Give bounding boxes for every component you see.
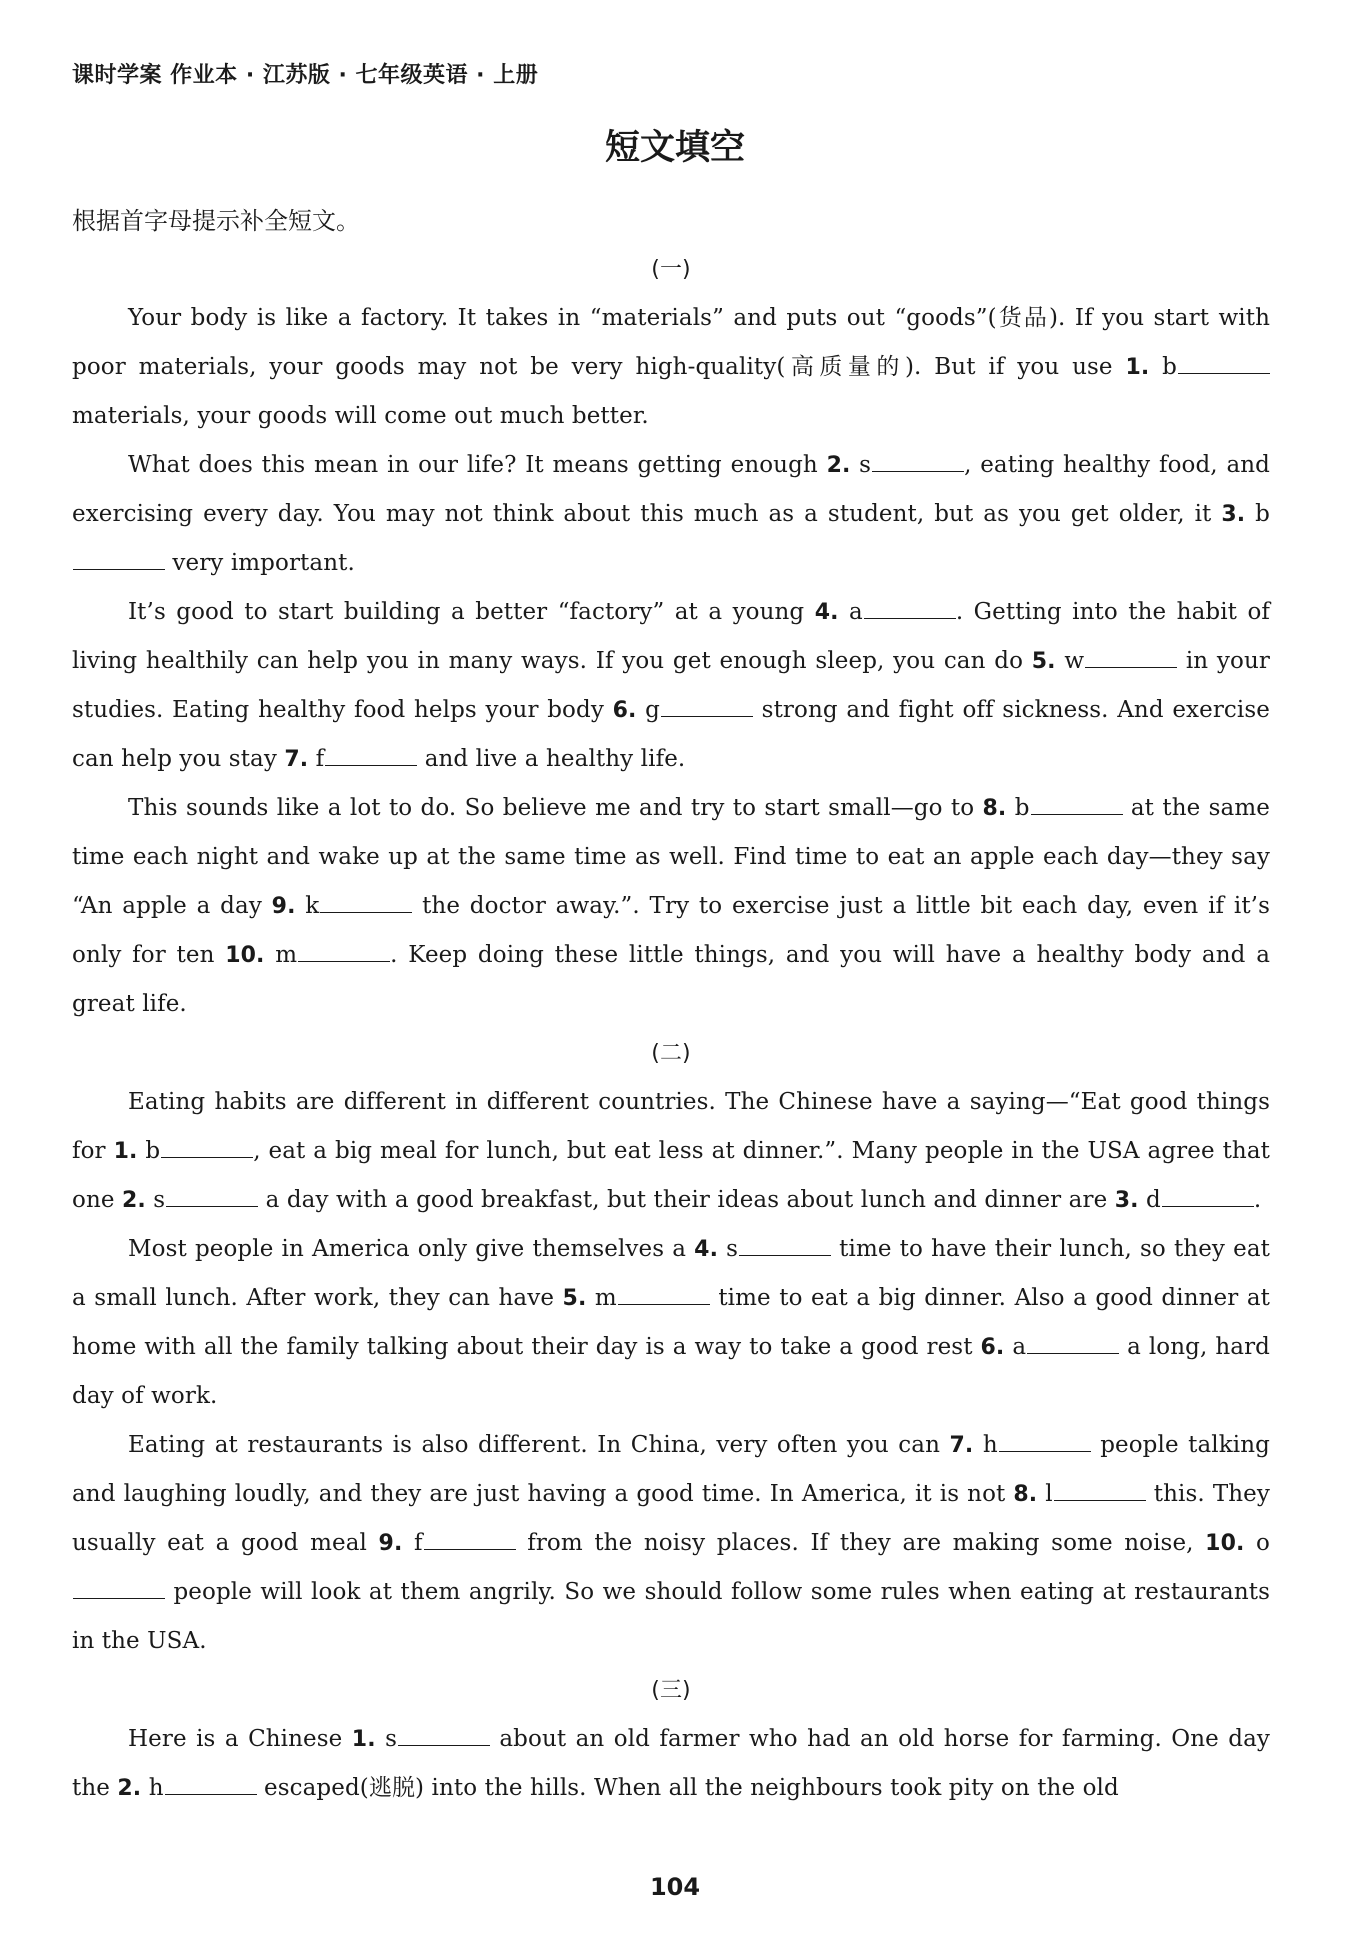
passage-text: . Keep doing these little things, and you will have a healthy body and a great life. xyxy=(72,942,1271,1017)
initial-letter-hint: f xyxy=(414,1530,423,1556)
cloze-content xyxy=(72,245,1270,1813)
initial-letter-hint: b xyxy=(145,1138,161,1164)
page-number: 104 xyxy=(649,1873,701,1901)
page-title: 短文填空 xyxy=(604,128,745,168)
question-number: 5. xyxy=(562,1286,587,1311)
answer-blank[interactable] xyxy=(1085,645,1177,668)
question-number: 3. xyxy=(1221,502,1246,527)
passage-text: , eat a big meal for lunch, but eat less at dinner.”. Many people in the USA agree that one xyxy=(72,1138,1270,1213)
question-number: 6. xyxy=(612,698,637,723)
passage-text: time to eat a big dinner. Also a good dinner at home with all the family talking about their day is a way to take a good rest xyxy=(72,1285,1270,1360)
initial-letter-hint: a xyxy=(849,599,863,625)
answer-blank[interactable] xyxy=(73,547,165,570)
passage-text: people will look at them angrily. So we should follow some rules when eating at restaurants in the USA. xyxy=(72,1579,1270,1654)
passage-text: at the same time each night and wake up at the same time as well. Find time to eat an apple each day—they say “An apple a day xyxy=(72,795,1270,919)
passage-text: materials, your goods will come out much better. xyxy=(72,403,649,429)
passage-text: What does this mean in our life? It means getting enough xyxy=(128,452,827,478)
passage-text: Here is a Chinese xyxy=(128,1726,352,1752)
answer-blank[interactable] xyxy=(320,890,412,913)
initial-letter-hint: w xyxy=(1064,648,1085,674)
answer-blank[interactable] xyxy=(1162,1184,1254,1207)
question-number: 9. xyxy=(378,1531,403,1556)
initial-letter-hint: s xyxy=(859,452,872,478)
question-number: 2. xyxy=(826,453,851,478)
section-label: (一) xyxy=(651,257,691,282)
passage-text: the doctor away.”. Try to exercise just a little bit each day, even if it’s only for ten xyxy=(72,893,1270,968)
passage-text: , eating healthy food, and exercising every day. You may not think about this much as a student, but as you get older, it xyxy=(72,452,1270,527)
question-number: 8. xyxy=(1013,1482,1038,1507)
instruction-text: 根据首字母提示补全短文。 xyxy=(72,207,360,235)
passage-text: this. They usually eat a good meal xyxy=(72,1481,1270,1556)
passage-text: about an old farmer who had an old horse for farming. One day the xyxy=(72,1726,1270,1801)
answer-blank[interactable] xyxy=(166,1184,258,1207)
passage-paragraph xyxy=(72,1421,1270,1666)
passage-text: . xyxy=(1253,1187,1262,1213)
question-number: 9. xyxy=(271,894,296,919)
passage-text: Eating at restaurants is also different. In China, very often you can xyxy=(128,1432,950,1458)
question-number: 10. xyxy=(225,943,265,968)
initial-letter-hint: s xyxy=(153,1187,166,1213)
answer-blank[interactable] xyxy=(618,1282,710,1305)
passage-text: people talking and laughing loudly, and they are just having a good time. In America, it is not xyxy=(72,1432,1270,1507)
question-number: 7. xyxy=(284,747,309,772)
initial-letter-hint: m xyxy=(275,942,298,968)
question-number: 8. xyxy=(982,796,1007,821)
running-head: 课时学案 作业本 · 江苏版 · 七年级英语 · 上册 xyxy=(72,63,539,88)
passage-text: from the noisy places. If they are making some noise, xyxy=(515,1530,1206,1556)
passage-paragraph xyxy=(72,441,1270,588)
answer-blank[interactable] xyxy=(739,1233,831,1256)
answer-blank[interactable] xyxy=(999,1429,1091,1452)
initial-letter-hint: d xyxy=(1146,1187,1161,1213)
passage-paragraph xyxy=(72,588,1270,784)
passage-text: This sounds like a lot to do. So believe me and try to start small—go to xyxy=(128,795,983,821)
initial-letter-hint: o xyxy=(1256,1530,1270,1556)
question-number: 2. xyxy=(121,1188,146,1213)
answer-blank[interactable] xyxy=(1031,792,1123,815)
answer-blank[interactable] xyxy=(1054,1478,1146,1501)
question-number: 5. xyxy=(1031,649,1056,674)
answer-blank[interactable] xyxy=(161,1135,253,1158)
initial-letter-hint: a xyxy=(1012,1334,1027,1360)
initial-letter-hint: h xyxy=(148,1775,164,1801)
passage-text: a day with a good breakfast, but their ideas about lunch and dinner are xyxy=(258,1187,1115,1213)
passage-paragraph xyxy=(72,1078,1270,1225)
question-number: 4. xyxy=(814,600,839,625)
passage-text: Eating habits are different in different countries. The Chinese have a saying—“Eat good things for xyxy=(72,1089,1270,1164)
answer-blank[interactable] xyxy=(298,939,390,962)
initial-letter-hint: k xyxy=(305,893,320,919)
passage-text: strong and fight off sickness. And exercise can help you stay xyxy=(72,697,1270,772)
passage-text: It’s good to start building a better “factory” at a young xyxy=(128,599,815,625)
question-number: 10. xyxy=(1205,1531,1245,1556)
answer-blank[interactable] xyxy=(1027,1331,1119,1354)
question-number: 1. xyxy=(113,1139,138,1164)
passage-text: Most people in America only give themselves a xyxy=(128,1236,695,1262)
answer-blank[interactable] xyxy=(661,694,753,717)
passage-paragraph xyxy=(72,294,1270,441)
initial-letter-hint: s xyxy=(726,1236,739,1262)
answer-blank[interactable] xyxy=(872,449,964,472)
answer-blank[interactable] xyxy=(73,1576,165,1599)
initial-letter-hint: b xyxy=(1162,354,1177,380)
passage-text: time to have their lunch, so they eat a small lunch. After work, they can have xyxy=(72,1236,1270,1311)
question-number: 1. xyxy=(351,1727,376,1752)
answer-blank[interactable] xyxy=(325,743,417,766)
initial-letter-hint: h xyxy=(982,1432,998,1458)
initial-letter-hint: b xyxy=(1255,501,1270,527)
question-number: 3. xyxy=(1114,1188,1139,1213)
passage-text: . Getting into the habit of living healthily can help you in many ways. If you get enough sleep, you can do xyxy=(72,599,1270,674)
initial-letter-hint: l xyxy=(1045,1481,1053,1507)
passage-paragraph xyxy=(72,1225,1270,1421)
passage-text: escaped(逃脱) into the hills. When all the neighbours took pity on the old xyxy=(256,1775,1119,1801)
passage-paragraph xyxy=(72,1715,1270,1813)
question-number: 1. xyxy=(1125,355,1150,380)
answer-blank[interactable] xyxy=(1178,351,1270,374)
passage-text: very important. xyxy=(165,550,355,576)
answer-blank[interactable] xyxy=(864,596,956,619)
answer-blank[interactable] xyxy=(424,1527,516,1550)
passage-text: in your studies. Eating healthy food helps your body xyxy=(72,648,1270,723)
initial-letter-hint: s xyxy=(385,1726,397,1752)
passage-paragraph xyxy=(72,784,1270,1029)
passage-text: and live a healthy life. xyxy=(417,746,686,772)
section-label: (三) xyxy=(651,1678,691,1703)
passage-text: a long, hard day of work. xyxy=(72,1334,1270,1409)
section-label: (二) xyxy=(651,1041,691,1066)
question-number: 4. xyxy=(694,1237,719,1262)
question-number: 2. xyxy=(117,1776,142,1801)
passage-text: Your body is like a factory. It takes in “materials” and puts out “goods”(货品). If you start with poor materials, your goods may not be very high-quality(高质量的). But if you use xyxy=(72,305,1270,380)
initial-letter-hint: f xyxy=(315,746,325,772)
question-number: 7. xyxy=(949,1433,974,1458)
answer-blank[interactable] xyxy=(165,1772,257,1795)
question-number: 6. xyxy=(980,1335,1005,1360)
initial-letter-hint: m xyxy=(594,1285,617,1311)
answer-blank[interactable] xyxy=(398,1723,490,1746)
initial-letter-hint: g xyxy=(645,697,660,723)
initial-letter-hint: b xyxy=(1014,795,1030,821)
